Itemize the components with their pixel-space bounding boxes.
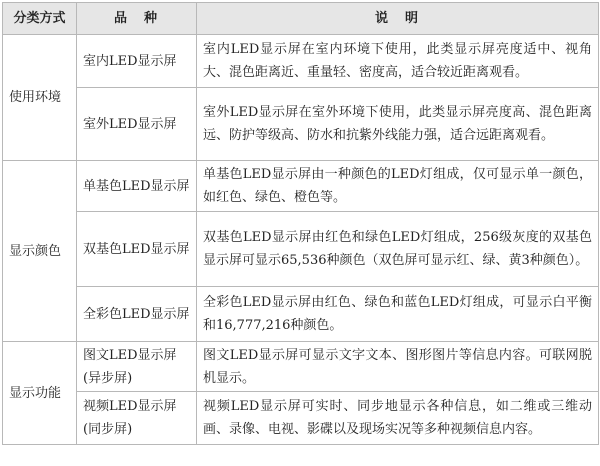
header-description: 说 明 xyxy=(197,3,599,35)
item-full-color-led: 全彩色LED显示屏 xyxy=(77,287,197,342)
table-row xyxy=(3,88,599,161)
category-usage-environment: 使用环境 xyxy=(3,35,77,161)
description-full-color-led: 全彩色LED显示屏由红色、绿色和蓝色LED灯组成，可显示白平衡和16,777,216种颜色。 xyxy=(197,287,599,342)
category-display-color: 显示颜色 xyxy=(3,161,77,342)
header-item: 品 种 xyxy=(77,3,197,35)
description-single-color-led: 单基色LED显示屏由一种颜色的LED灯组成，仅可显示单一颜色，如红色、绿色、橙色等。 xyxy=(197,161,599,212)
table-body xyxy=(3,35,599,445)
description-video-led: 视频LED显示屏可实时、同步地显示各种信息，如二维或三维动画、录像、电视、影碟以及现场实况等多种视频信息内容。 xyxy=(197,392,599,445)
item-outdoor-led: 室外LED显示屏 xyxy=(77,88,197,161)
item-dual-color-led: 双基色LED显示屏 xyxy=(77,212,197,287)
header-row xyxy=(3,3,599,35)
table-row xyxy=(3,287,599,342)
led-classification-table-wrapper xyxy=(2,2,598,445)
item-video-led: 视频LED显示屏(同步屏) xyxy=(77,392,197,445)
table-row xyxy=(3,212,599,287)
description-outdoor-led: 室外LED显示屏在室外环境下使用，此类显示屏亮度高、混色距离远、防护等级高、防水和抗紫外线能力强，适合远距离观看。 xyxy=(197,88,599,161)
table-row xyxy=(3,392,599,445)
description-indoor-led: 室内LED显示屏在室内环境下使用，此类显示屏亮度适中、视角大、混色距离近、重量轻、密度高，适合较近距离观看。 xyxy=(197,35,599,88)
table-row xyxy=(3,35,599,88)
table-row xyxy=(3,342,599,392)
description-text-graphic-led: 图文LED显示屏可显示文字文本、图形图片等信息内容。可联网脱机显示。 xyxy=(197,342,599,392)
item-text-graphic-led: 图文LED显示屏(异步屏) xyxy=(77,342,197,392)
item-single-color-led: 单基色LED显示屏 xyxy=(77,161,197,212)
table-row xyxy=(3,161,599,212)
category-display-function: 显示功能 xyxy=(3,342,77,445)
item-indoor-led: 室内LED显示屏 xyxy=(77,35,197,88)
table-header xyxy=(3,3,599,35)
led-classification-table xyxy=(2,2,599,445)
header-category: 分类方式 xyxy=(3,3,77,35)
description-dual-color-led: 双基色LED显示屏由红色和绿色LED灯组成，256级灰度的双基色显示屏可显示65,536种颜色（双色屏可显示红、绿、黄3种颜色）。 xyxy=(197,212,599,287)
